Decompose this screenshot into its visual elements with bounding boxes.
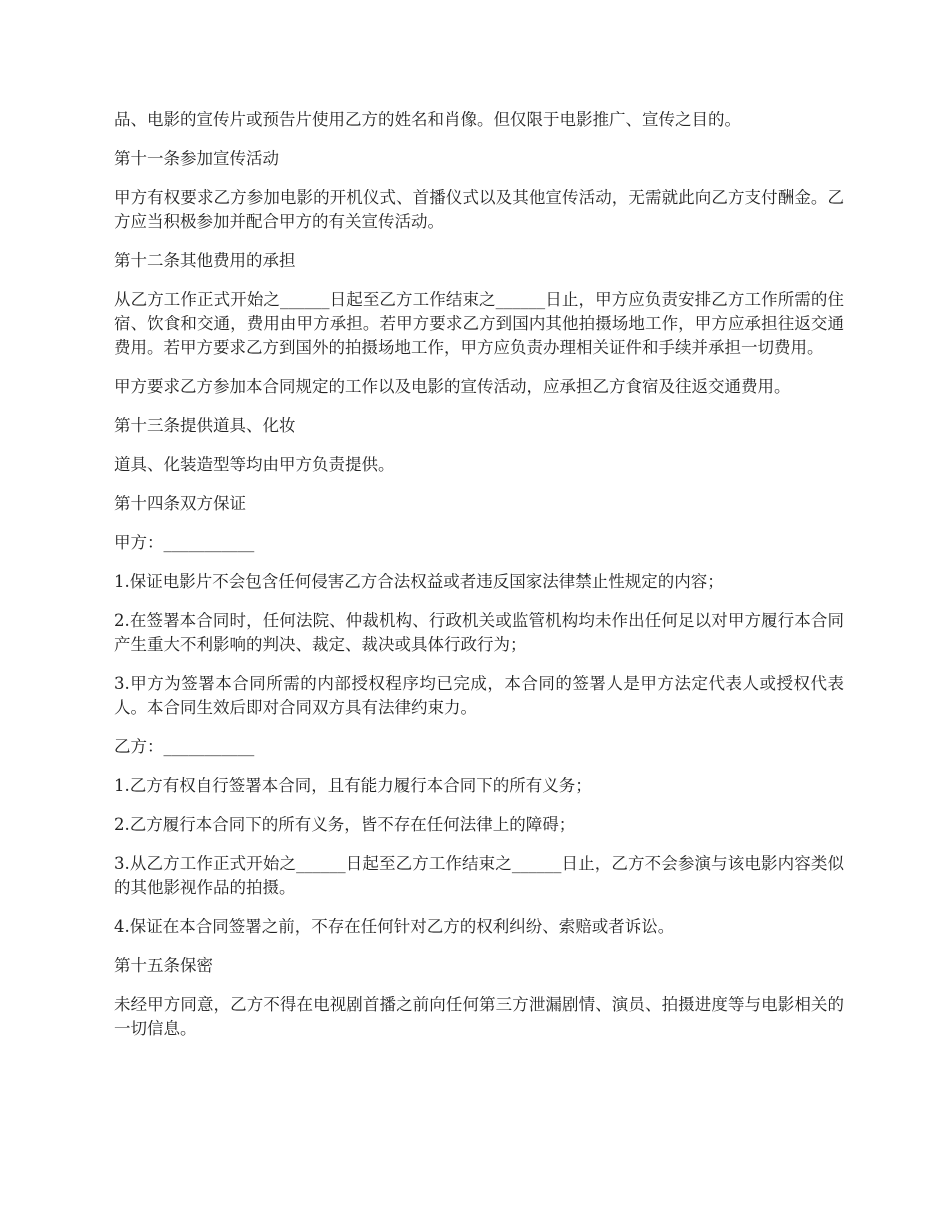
paragraph-publicity: 甲方有权要求乙方参加电影的开机仪式、首播仪式以及其他宣传活动，无需就此向乙方支付酬金。乙方应当积极参加并配合甲方的有关宣传活动。 [114, 188, 844, 231]
section-heading-14: 第十四条双方保证 [114, 494, 246, 513]
party-a-item-3: 3.甲方为签署本合同所需的内部授权程序均已完成，本合同的签署人是甲方法定代表人或授权代表人。本合同生效后即对合同双方具有法律约束力。 [114, 674, 844, 717]
section-heading-13: 第十三条提供道具、化妆 [114, 416, 296, 435]
party-a-label: 甲方：___________ [114, 533, 255, 552]
paragraph-confidentiality: 未经甲方同意，乙方不得在电视剧首播之前向任何第三方泄漏剧情、演员、拍摄进度等与电影相关的一切信息。 [114, 995, 844, 1038]
party-b-item-1: 1.乙方有权自行签署本合同，且有能力履行本合同下的所有义务； [114, 776, 592, 795]
party-b-item-3: 3.从乙方工作正式开始之______日起至乙方工作结束之______日止，乙方不会参演与该电影内容类似的其他影视作品的拍摄。 [114, 854, 844, 897]
party-b-item-2: 2.乙方履行本合同下的所有义务，皆不存在任何法律上的障碍； [114, 815, 576, 834]
paragraph-expenses: 从乙方工作正式开始之______日起至乙方工作结束之______日止，甲方应负责安排乙方工作所需的住宿、饮食和交通，费用由甲方承担。若甲方要求乙方到国内其他拍摄场地工作，甲方应承担往返交通费用。若甲方要求乙方到国外的拍摄场地工作，甲方应负责办理相关证件和手续并承担一切费用。 [114, 290, 844, 357]
party-a-item-2: 2.在签署本合同时，任何法院、仲裁机构、行政机关或监管机构均未作出任何足以对甲方履行本合同产生重大不利影响的判决、裁定、裁决或具体行政行为； [114, 611, 844, 654]
paragraph-expenses-2: 甲方要求乙方参加本合同规定的工作以及电影的宣传活动，应承担乙方食宿及往返交通费用。 [114, 377, 791, 396]
party-b-item-4: 4.保证在本合同签署之前，不存在任何针对乙方的权利纠纷、索赔或者诉讼。 [114, 917, 675, 936]
party-b-label: 乙方：___________ [114, 737, 255, 756]
document-body [114, 108, 844, 1056]
paragraph-continuation: 品、电影的宣传片或预告片使用乙方的姓名和肖像。但仅限于电影推广、宣传之目的。 [114, 110, 741, 129]
section-heading-11: 第十一条参加宣传活动 [114, 149, 279, 168]
section-heading-15: 第十五条保密 [114, 956, 213, 975]
party-a-item-1: 1.保证电影片不会包含任何侵害乙方合法权益或者违反国家法律禁止性规定的内容； [114, 572, 724, 591]
paragraph-props: 道具、化装造型等均由甲方负责提供。 [114, 455, 395, 474]
section-heading-12: 第十二条其他费用的承担 [114, 251, 296, 270]
